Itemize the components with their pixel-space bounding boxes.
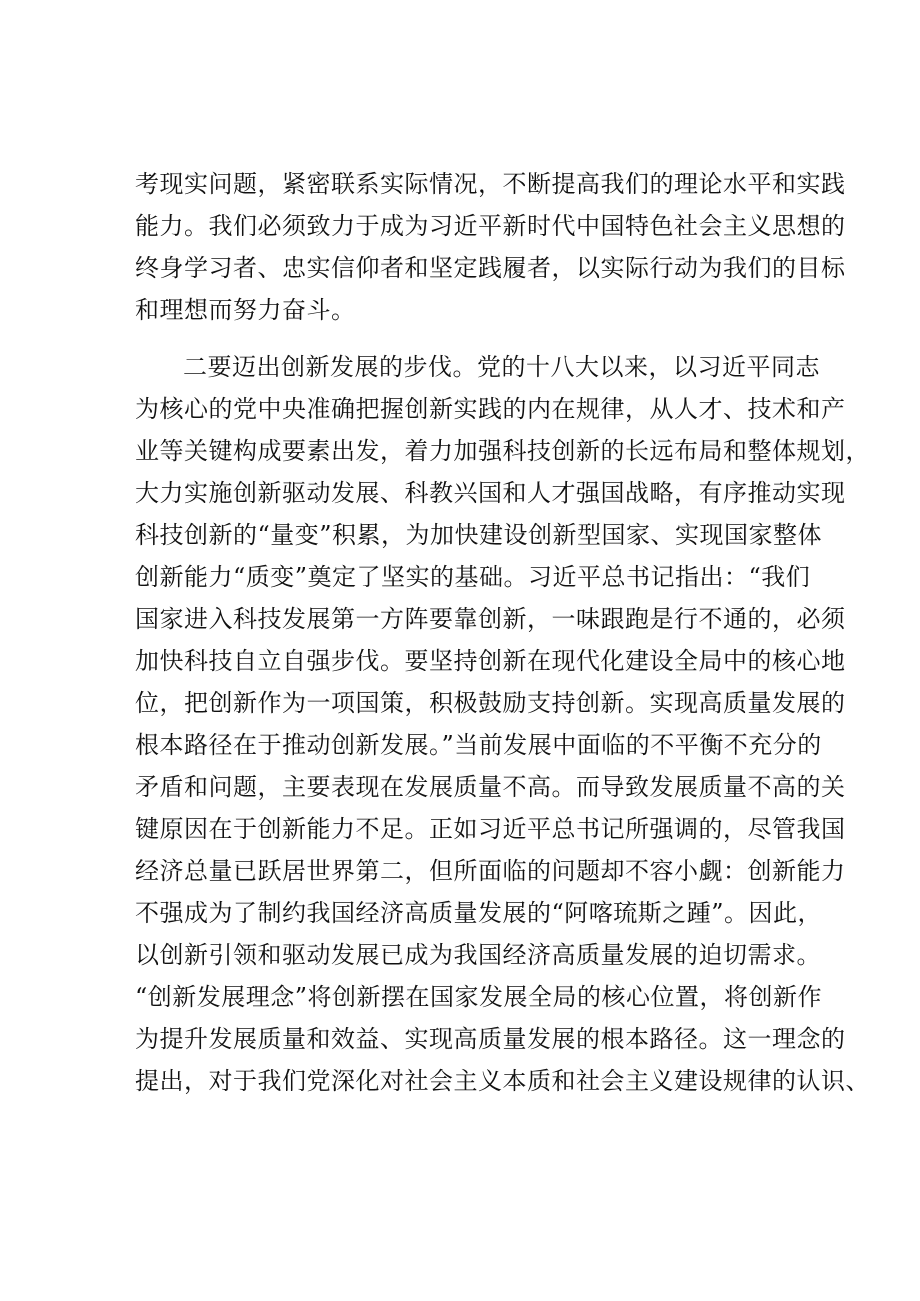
text-line: 为提升发展质量和效益、实现高质量发展的根本路径。这一理念的 (135, 1025, 846, 1053)
text-line: 能力。我们必须致力于成为习近平新时代中国特色社会主义思想的 (135, 212, 846, 240)
paragraph-1 (135, 163, 846, 331)
text-line: 和理想而努力奋斗。 (135, 296, 356, 324)
text-line: 提出，对于我们党深化对社会主义本质和社会主义建设规律的认识、 (135, 1067, 870, 1095)
text-line: 经济总量已跃居世界第二，但所面临的问题却不容小觑：创新能力 (135, 857, 846, 885)
text-line: 大力实施创新驱动发展、科教兴国和人才强国战略，有序推动实现 (135, 479, 846, 507)
paragraph-2 (135, 346, 870, 1102)
text-line: 国家进入科技发展第一方阵要靠创新，一味跟跑是行不通的，必须 (135, 605, 846, 633)
text-line: 矛盾和问题，主要表现在发展质量不高。而导致发展质量不高的关 (135, 773, 846, 801)
text-line: 业等关键构成要素出发，着力加强科技创新的长远布局和整体规划， (135, 437, 870, 465)
text-line: 二要迈出创新发展的步伐。党的十八大以来，以习近平同志 (183, 353, 820, 381)
text-line: 位，把创新作为一项国策，积极鼓励支持创新。实现高质量发展的 (135, 689, 846, 717)
text-line: 终身学习者、忠实信仰者和坚定践履者，以实际行动为我们的目标 (135, 254, 846, 282)
text-line: 以创新引领和驱动发展已成为我国经济高质量发展的迫切需求。 (135, 941, 821, 969)
text-line: 根本路径在于推动创新发展。”当前发展中面临的不平衡不充分的 (135, 731, 822, 759)
text-line: 为核心的党中央准确把握创新实践的内在规律，从人才、技术和产 (135, 395, 846, 423)
text-line: 考现实问题，紧密联系实际情况，不断提高我们的理论水平和实践 (135, 170, 846, 198)
text-line: 键原因在于创新能力不足。正如习近平总书记所强调的，尽管我国 (135, 815, 846, 843)
text-line: 不强成为了制约我国经济高质量发展的“阿喀琉斯之踵”。因此， (135, 899, 823, 927)
text-line: 创新能力“质变”奠定了坚实的基础。习近平总书记指出：“我们 (135, 563, 811, 591)
text-line: 加快科技自立自强步伐。要坚持创新在现代化建设全局中的核心地 (135, 647, 846, 675)
text-line: 科技创新的“量变”积累，为加快建设创新型国家、实现国家整体 (135, 521, 823, 549)
text-line: “创新发展理念”将创新摆在国家发展全局的核心位置，将创新作 (135, 983, 823, 1011)
